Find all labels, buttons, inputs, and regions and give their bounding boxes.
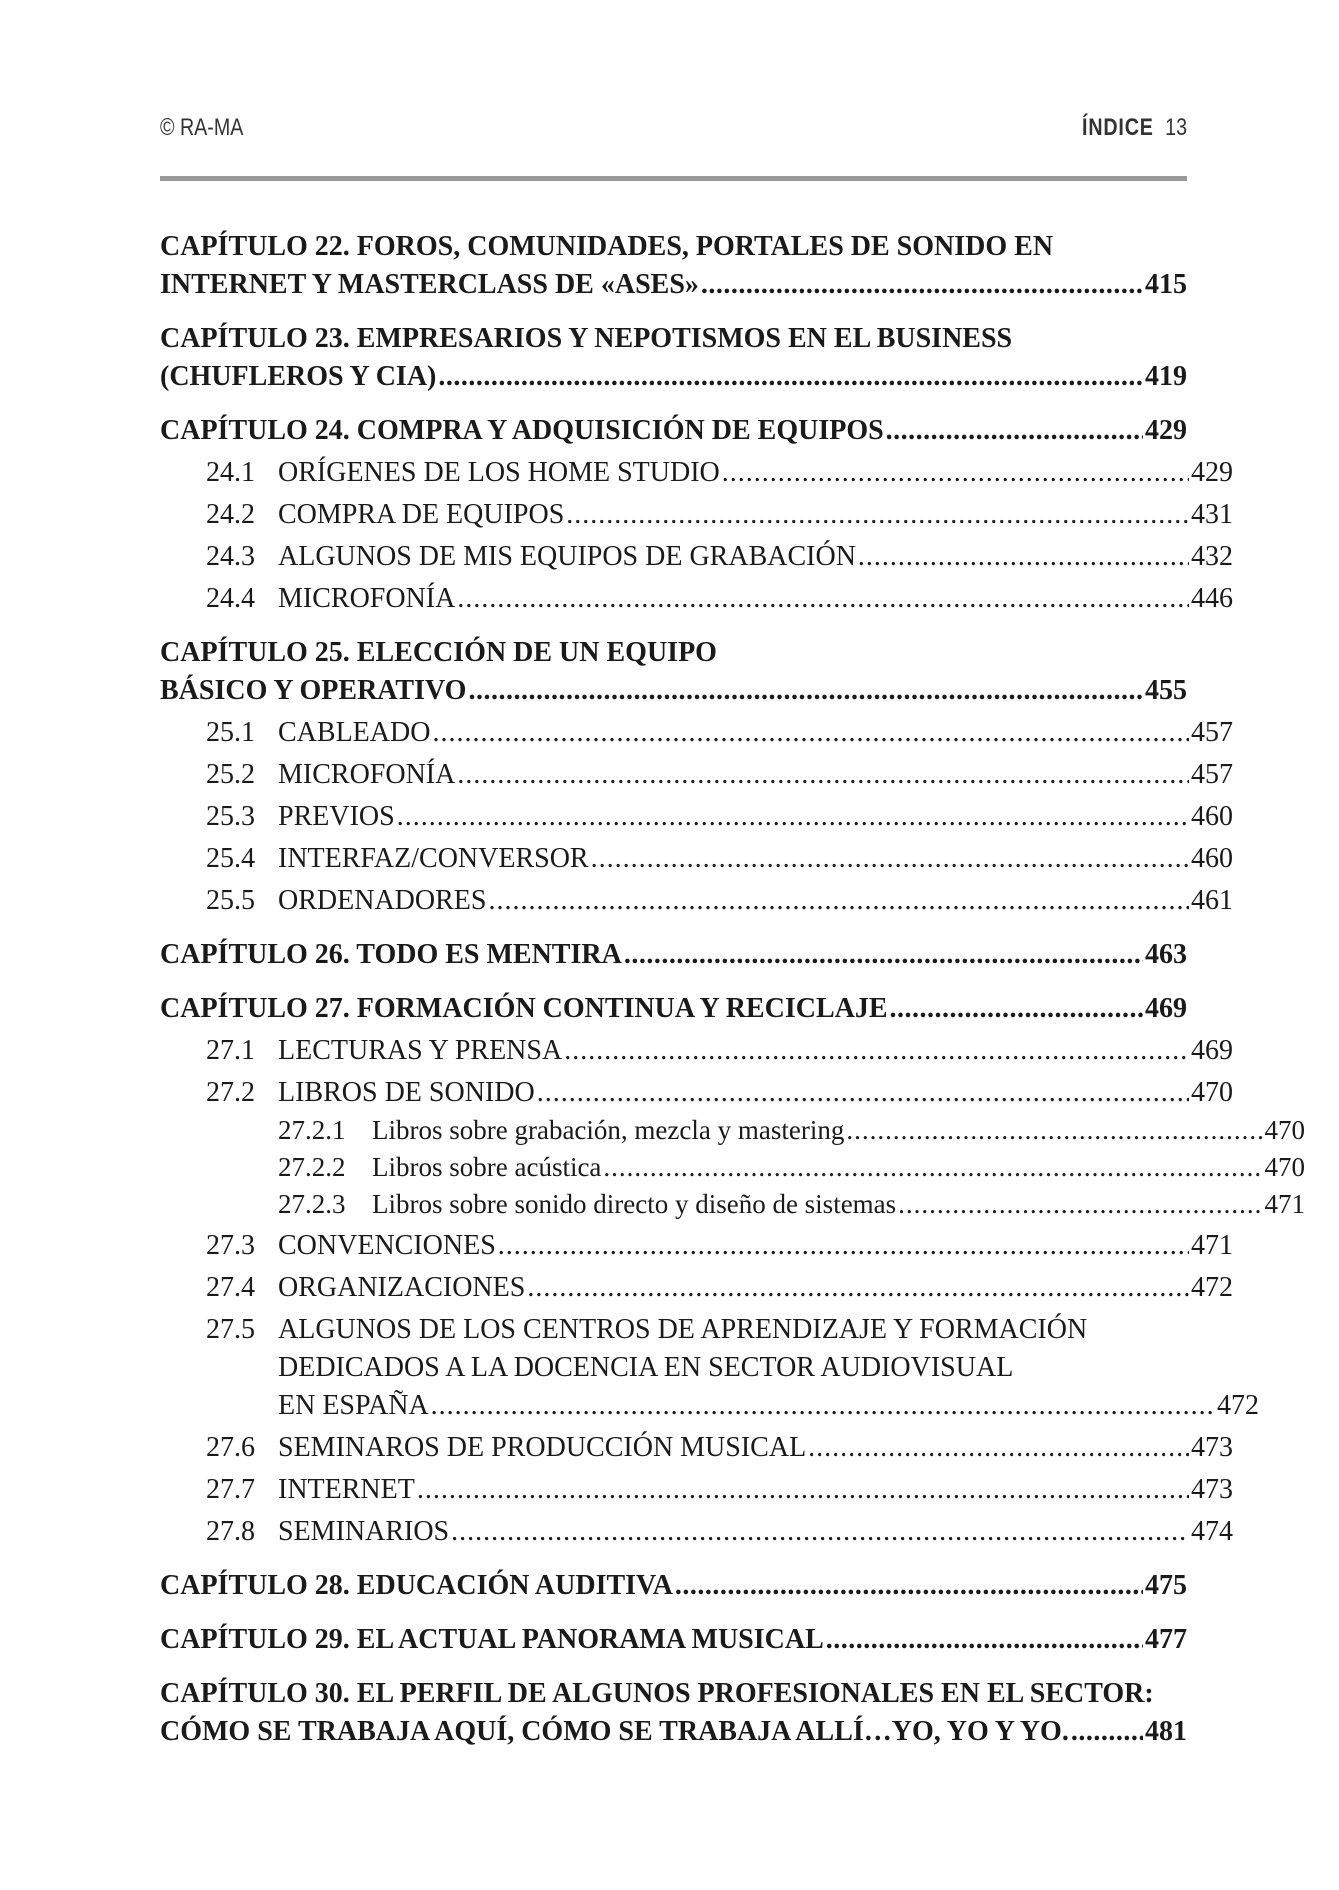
toc-section-number: 27.5	[206, 1314, 255, 1345]
toc-section-page: 472	[1217, 1390, 1259, 1421]
leader-dots	[431, 1387, 1215, 1425]
toc-chapter-23[interactable]	[160, 320, 1187, 396]
toc-section-title-line3: EN ESPAÑA	[278, 1390, 429, 1421]
toc-section-title: MICROFONÍA	[278, 583, 456, 614]
toc-chapter-28[interactable]	[160, 1567, 1187, 1605]
toc-section-27-5[interactable]	[160, 1311, 1259, 1425]
toc-section-number: 27.3	[206, 1230, 255, 1261]
toc-section-title: LECTURAS Y PRENSA	[278, 1035, 563, 1066]
toc-section-page: 471	[1191, 1230, 1233, 1261]
toc-chapter-27-title: CAPÍTULO 27. FORMACIÓN CONTINUA Y RECICLAJE	[160, 993, 888, 1024]
toc-chapter-27[interactable]	[160, 990, 1187, 1028]
toc-section-title: ORGANIZACIONES	[278, 1272, 526, 1303]
toc-section-page: 473	[1191, 1474, 1233, 1505]
leader-dots	[527, 1269, 1189, 1307]
leader-dots	[890, 990, 1143, 1028]
leader-dots	[457, 756, 1189, 794]
toc-section-page: 460	[1191, 843, 1233, 874]
leader-dots	[488, 882, 1189, 920]
toc-section-number: 27.8	[206, 1516, 255, 1547]
leader-dots	[498, 1227, 1189, 1265]
leader-dots	[438, 358, 1143, 396]
toc-section-25-4[interactable]	[160, 840, 1233, 878]
toc-section-page: 429	[1191, 457, 1233, 488]
toc-chapter-27-page: 469	[1145, 993, 1187, 1024]
toc-section-page: 470	[1191, 1077, 1233, 1108]
toc-section-number: 25.4	[206, 843, 255, 874]
toc-section-25-1[interactable]	[160, 714, 1233, 752]
toc-chapter-30-page: 481	[1145, 1716, 1187, 1747]
toc-subsection-page: 471	[1264, 1189, 1305, 1219]
leader-dots	[826, 1621, 1143, 1659]
running-header-right	[1082, 113, 1187, 143]
leader-dots	[722, 454, 1189, 492]
toc-section-title: INTERNET	[278, 1474, 415, 1505]
leader-dots	[886, 412, 1143, 450]
leader-dots	[675, 1567, 1143, 1605]
toc-subsection-title: Libros sobre sonido directo y diseño de sistemas	[372, 1189, 897, 1219]
toc-section-number: 27.4	[206, 1272, 255, 1303]
leader-dots	[432, 714, 1189, 752]
toc-section-number: 27.2	[206, 1077, 255, 1108]
toc-section-25-3[interactable]	[160, 798, 1233, 836]
toc-section-24-4[interactable]	[160, 580, 1233, 618]
toc-chapter-30[interactable]	[160, 1675, 1187, 1751]
toc-section-page: 469	[1191, 1035, 1233, 1066]
leader-dots	[1071, 1713, 1143, 1751]
toc-chapter-24[interactable]	[160, 412, 1187, 450]
toc-chapter-29-page: 477	[1145, 1624, 1187, 1655]
leader-dots	[603, 1149, 1262, 1186]
header-rule	[160, 176, 1187, 181]
toc-section-number: 27.6	[206, 1432, 255, 1463]
toc-section-25-5[interactable]	[160, 882, 1233, 920]
leader-dots	[417, 1471, 1189, 1509]
toc-section-title: ALGUNOS DE MIS EQUIPOS DE GRABACIÓN	[278, 541, 856, 572]
toc-section-page: 432	[1191, 541, 1233, 572]
toc-chapter-22-page: 415	[1145, 269, 1187, 300]
toc-section-title: INTERFAZ/CONVERSOR	[278, 843, 589, 874]
toc-subsection-number: 27.2.3	[278, 1189, 346, 1219]
leader-dots	[566, 496, 1189, 534]
toc-section-number: 25.1	[206, 717, 255, 748]
toc-subsection-27-2-2[interactable]	[160, 1149, 1305, 1186]
toc-section-number: 27.7	[206, 1474, 255, 1505]
toc-chapter-25-title-line2: BÁSICO Y OPERATIVO	[160, 675, 467, 706]
toc-section-page: 472	[1191, 1272, 1233, 1303]
toc-section-27-1[interactable]	[160, 1032, 1233, 1070]
toc-section-number: 25.2	[206, 759, 255, 790]
leader-dots	[846, 1112, 1262, 1149]
toc-section-title: SEMINARIOS	[278, 1516, 450, 1547]
toc-section-24-3[interactable]	[160, 538, 1233, 576]
toc-section-title: CABLEADO	[278, 717, 431, 748]
leader-dots	[808, 1429, 1189, 1467]
toc-section-24-1[interactable]	[160, 454, 1233, 492]
leader-dots	[537, 1074, 1189, 1112]
toc-section-page: 431	[1191, 499, 1233, 530]
toc-section-number: 24.2	[206, 499, 255, 530]
toc-chapter-25-title-line1: CAPÍTULO 25. ELECCIÓN DE UN EQUIPO	[160, 637, 717, 668]
toc-section-27-3[interactable]	[160, 1227, 1233, 1265]
toc-chapter-23-page: 419	[1145, 361, 1187, 392]
toc-section-title: LIBROS DE SONIDO	[278, 1077, 535, 1108]
toc-chapter-22-title-line1: CAPÍTULO 22. FOROS, COMUNIDADES, PORTALES DE SONIDO EN	[160, 231, 1054, 262]
toc-section-title: SEMINAROS DE PRODUCCIÓN MUSICAL	[278, 1432, 807, 1463]
toc-chapter-26[interactable]	[160, 936, 1187, 974]
toc-section-number: 25.3	[206, 801, 255, 832]
toc-section-title: ORDENADORES	[278, 885, 487, 916]
leader-dots	[591, 840, 1189, 878]
toc-chapter-24-title: CAPÍTULO 24. COMPRA Y ADQUISICIÓN DE EQUIPOS	[160, 415, 884, 446]
toc-chapter-26-title: CAPÍTULO 26. TODO ES MENTIRA	[160, 939, 622, 970]
toc-section-page: 460	[1191, 801, 1233, 832]
toc-section-title: COMPRA DE EQUIPOS	[278, 499, 565, 530]
table-of-contents	[160, 228, 1305, 1751]
toc-section-title: ORÍGENES DE LOS HOME STUDIO	[278, 457, 720, 488]
toc-section-27-7[interactable]	[160, 1471, 1233, 1509]
toc-chapter-28-page: 475	[1145, 1570, 1187, 1601]
toc-subsection-27-2-1[interactable]	[160, 1112, 1305, 1149]
toc-chapter-29[interactable]	[160, 1621, 1187, 1659]
toc-section-page: 457	[1191, 759, 1233, 790]
toc-section-27-6[interactable]	[160, 1429, 1233, 1467]
toc-chapter-26-page: 463	[1145, 939, 1187, 970]
toc-section-25-2[interactable]	[160, 756, 1233, 794]
toc-section-number: 25.5	[206, 885, 255, 916]
leader-dots	[624, 936, 1143, 974]
leader-dots	[564, 1032, 1189, 1070]
toc-section-title: CONVENCIONES	[278, 1230, 496, 1261]
leader-dots	[397, 798, 1189, 836]
toc-section-page: 474	[1191, 1516, 1233, 1547]
toc-section-number: 27.1	[206, 1035, 255, 1066]
toc-section-number: 24.3	[206, 541, 255, 572]
page-number: 13	[1165, 114, 1187, 141]
toc-section-title-line1: ALGUNOS DE LOS CENTROS DE APRENDIZAJE Y FORMACIÓN	[278, 1314, 1088, 1345]
toc-subsection-title: Libros sobre grabación, mezcla y mastering	[372, 1115, 845, 1145]
toc-chapter-28-title: CAPÍTULO 28. EDUCACIÓN AUDITIVA	[160, 1570, 673, 1601]
toc-chapter-30-title-line2: CÓMO SE TRABAJA AQUÍ, CÓMO SE TRABAJA ALLÍ…YO, YO Y YO.	[160, 1716, 1069, 1747]
toc-section-27-8[interactable]	[160, 1513, 1233, 1551]
toc-section-page: 457	[1191, 717, 1233, 748]
leader-dots	[701, 266, 1143, 304]
leader-dots	[858, 538, 1189, 576]
toc-chapter-24-page: 429	[1145, 415, 1187, 446]
toc-subsection-number: 27.2.2	[278, 1152, 346, 1182]
toc-chapter-23-title-line1: CAPÍTULO 23. EMPRESARIOS Y NEPOTISMOS EN EL BUSINESS	[160, 323, 1013, 354]
toc-subsection-number: 27.2.1	[278, 1115, 346, 1145]
toc-section-title-line2: DEDICADOS A LA DOCENCIA EN SECTOR AUDIOVISUAL	[278, 1352, 1014, 1383]
toc-section-24-2[interactable]	[160, 496, 1233, 534]
leader-dots	[457, 580, 1189, 618]
toc-chapter-23-title-line2: (CHUFLEROS Y CIA)	[160, 361, 437, 392]
toc-chapter-30-title-line1: CAPÍTULO 30. EL PERFIL DE ALGUNOS PROFESIONALES EN EL SECTOR:	[160, 1678, 1154, 1709]
toc-subsection-page: 470	[1264, 1115, 1305, 1145]
toc-section-27-4[interactable]	[160, 1269, 1233, 1307]
toc-section-page: 473	[1191, 1432, 1233, 1463]
toc-subsection-27-2-3[interactable]	[160, 1186, 1305, 1223]
running-header-section: ÍNDICE	[1082, 114, 1154, 141]
toc-subsection-title: Libros sobre acústica	[372, 1152, 602, 1182]
toc-section-title: PREVIOS	[278, 801, 395, 832]
toc-chapter-25-page: 455	[1145, 675, 1187, 706]
toc-section-number: 24.4	[206, 583, 255, 614]
toc-chapter-25[interactable]	[160, 634, 1187, 710]
toc-chapter-29-title: CAPÍTULO 29. EL ACTUAL PANORAMA MUSICAL	[160, 1624, 824, 1655]
toc-section-title: MICROFONÍA	[278, 759, 456, 790]
leader-dots	[898, 1186, 1262, 1223]
toc-section-27-2[interactable]	[160, 1074, 1233, 1112]
toc-chapter-22-title-line2: INTERNET Y MASTERCLASS DE «ASES»	[160, 269, 699, 300]
toc-section-number: 24.1	[206, 457, 255, 488]
toc-section-page: 446	[1191, 583, 1233, 614]
toc-section-page: 461	[1191, 885, 1233, 916]
leader-dots	[468, 672, 1143, 710]
toc-chapter-22[interactable]	[160, 228, 1187, 304]
running-header-publisher: © RA-MA	[160, 114, 244, 141]
leader-dots	[451, 1513, 1189, 1551]
toc-subsection-page: 470	[1264, 1152, 1305, 1182]
